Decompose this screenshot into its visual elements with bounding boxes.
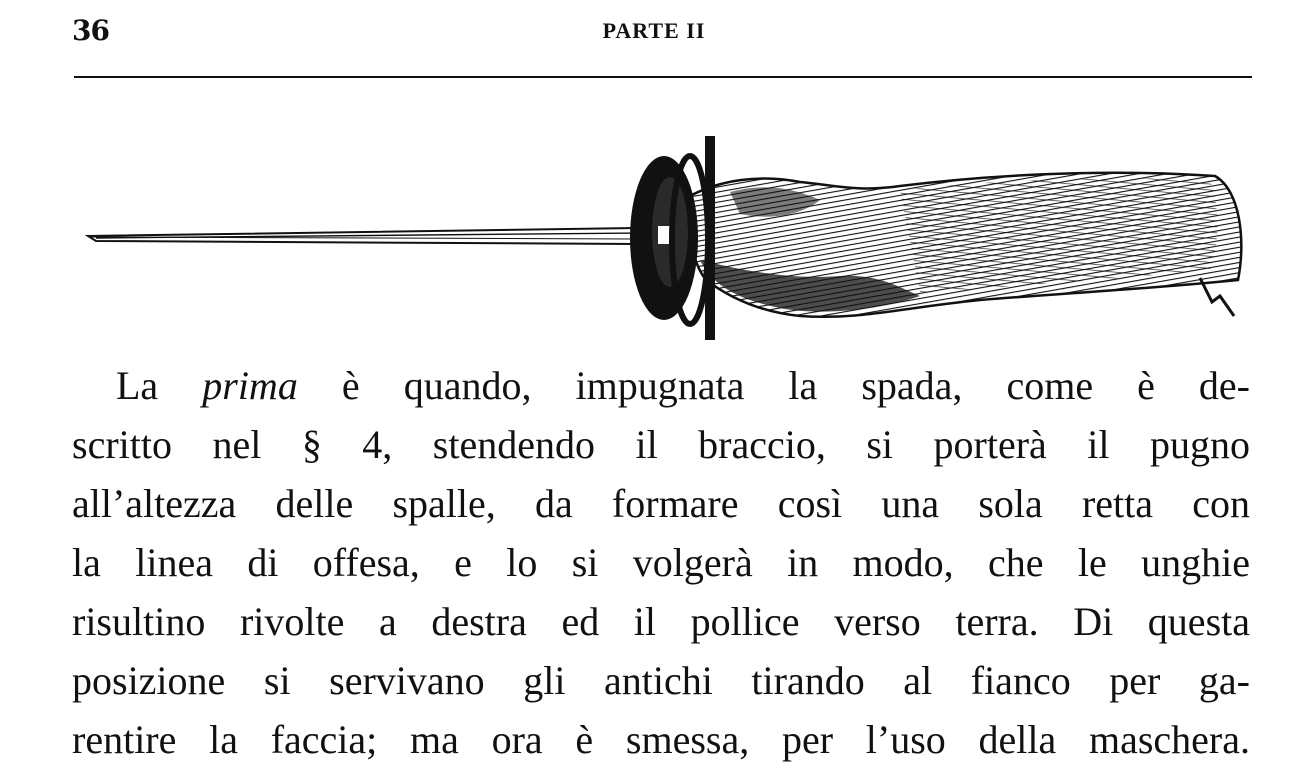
paragraph-line-4: la linea di offesa, e lo si volgerà in modo, che le unghie [72,540,1250,585]
paragraph-line-7: rentire la faccia; ma ora è smessa, per l’uso della maschera. [72,717,1250,762]
running-head: PARTE II [602,18,706,43]
paragraph-line-5: risultino rivolte a destra ed il pollice verso terra. Di questa [72,599,1250,644]
body-paragraph [72,356,1250,769]
paragraph-line-1: La prima è quando, impugnata la spada, come è de- [116,363,1251,408]
paragraph-line-3: all’altezza delle spalle, da formare così una sola retta con [72,481,1250,526]
emphasized-term: prima [202,363,298,408]
hand-and-arm [689,173,1242,317]
header-rule [74,76,1252,78]
page-number: 36 [72,14,109,47]
paragraph-line-6: posizione si servivano gli antichi tirando al fianco per ga- [72,658,1250,703]
sword-hand-illustration [0,120,1308,360]
sword-blade [88,228,640,244]
paragraph-line-2: scritto nel § 4, stendendo il braccio, si porterà il pugno [72,422,1250,467]
